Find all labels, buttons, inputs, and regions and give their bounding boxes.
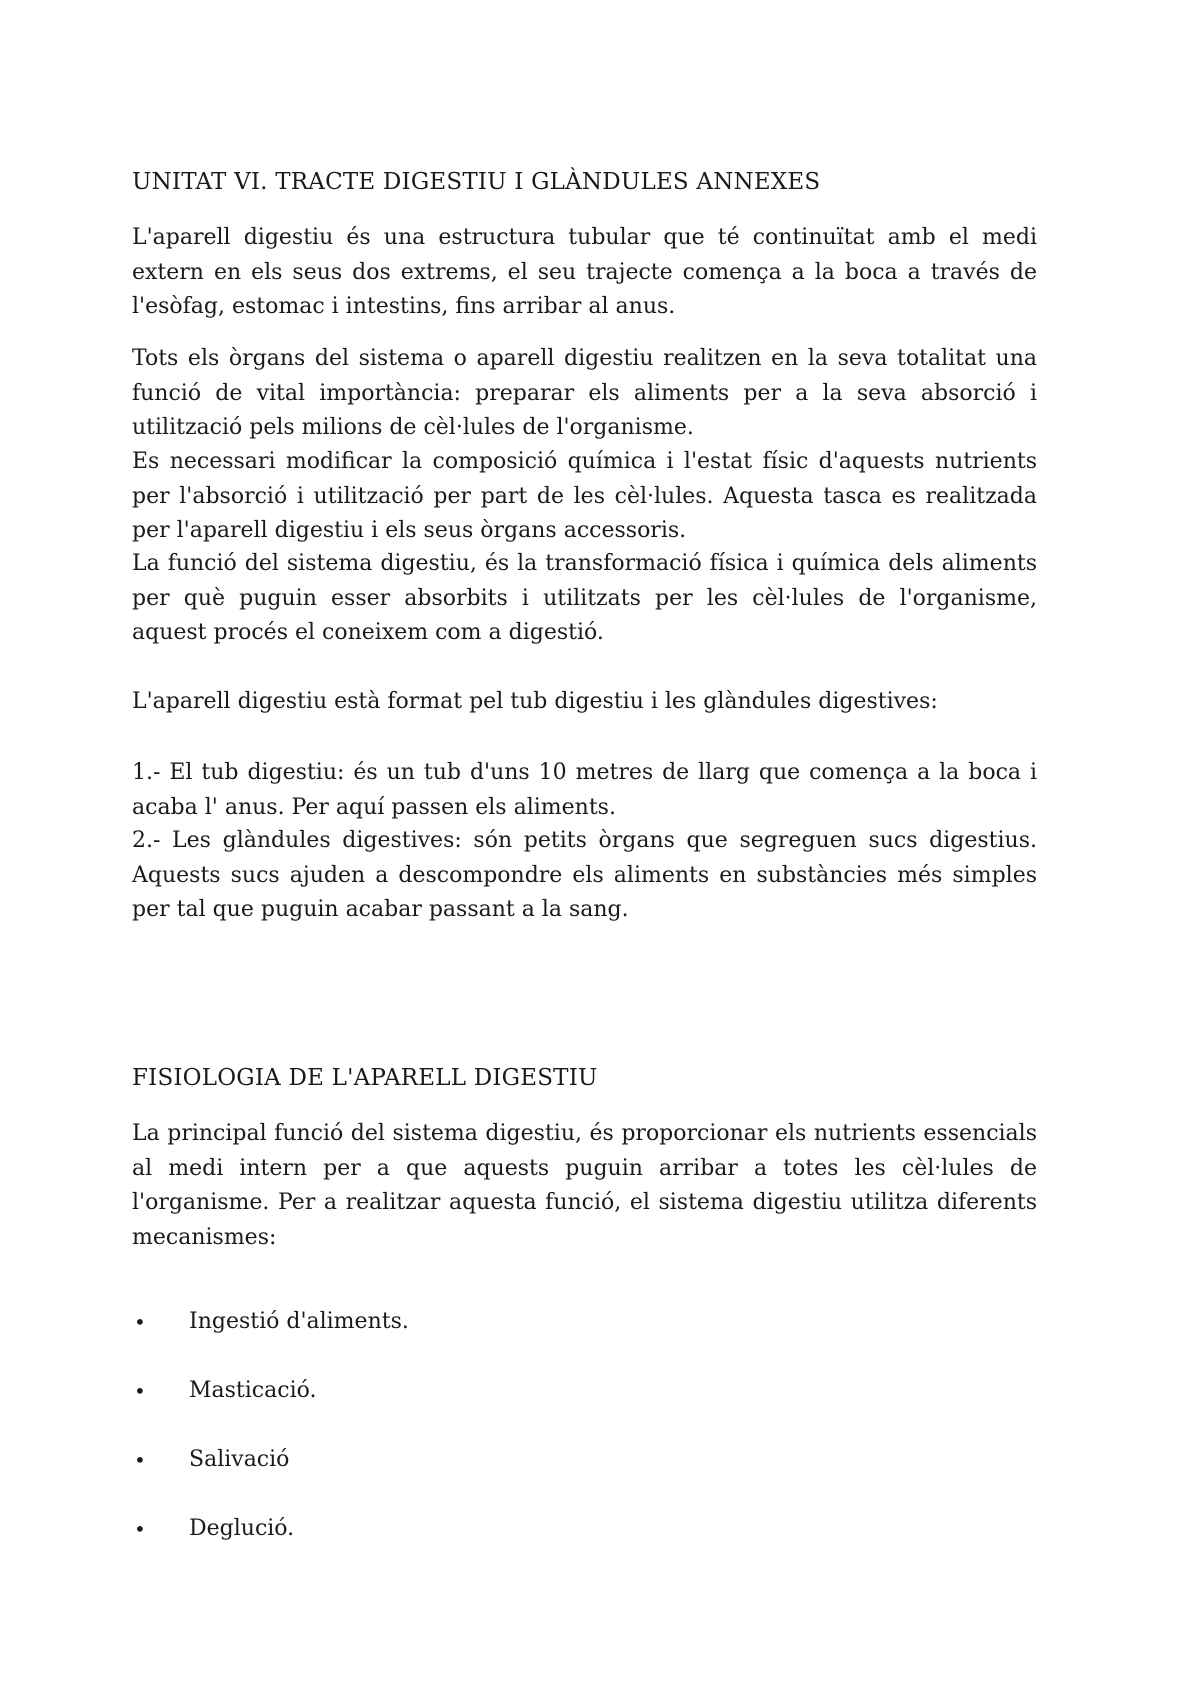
bullet-text: Salivació [189, 1447, 290, 1472]
list-item-glandules-digestives: 2.- Les glàndules digestives: són petits òrgans que segreguen sucs digestius. Aquests sucs ajuden a descompondre els aliments en substàncies més simples per tal que puguin acabar passant a la sang. [132, 828, 1037, 922]
list-item-tub-digestiu: 1.- El tub digestiu: és un tub d'uns 10 metres de llarg que comença a la boca i acaba l' anus. Per aquí passen els aliments. [132, 760, 1037, 820]
paragraph-organs-function: Tots els òrgans del sistema o aparell digestiu realitzen en la seva totalitat una funció de vital importància: preparar els aliments per a la seva absorció i utilització pels milions de cèl·lules de l'organisme. [132, 346, 1037, 440]
section-title-fisiologia: FISIOLOGIA DE L'APARELL DIGESTIU [132, 1065, 598, 1091]
bullet-icon: • [134, 1379, 146, 1403]
bullet-icon: • [134, 1310, 146, 1334]
bullet-icon: • [134, 1517, 146, 1541]
paragraph-digestion-definition: La funció del sistema digestiu, és la transformació física i química dels aliments per què puguin esser absorbits i utilitzats per les cèl·lules de l'organisme, aquest procés el coneixem com a digestió. [132, 551, 1037, 645]
paragraph-aparell-structure: L'aparell digestiu és una estructura tubular que té continuïtat amb el medi extern en els seus dos extrems, el seu trajecte comença a la boca a través de l'esòfag, estomac i intestins, fins arribar al anus. [132, 225, 1037, 319]
paragraph-parts-intro: L'aparell digestiu està format pel tub digestiu i les glàndules digestives: [132, 689, 938, 714]
paragraph-chemical-modification: Es necessari modificar la composició química i l'estat físic d'aquests nutrients per l'absorció i utilització per part de les cèl·lules. Aquesta tasca es realitzada per l'aparell digestiu i els seus òrgans accessoris. [132, 449, 1037, 543]
bullet-text: Ingestió d'aliments. [189, 1309, 409, 1334]
section-title-unitat-vi: UNITAT VI. TRACTE DIGESTIU I GLÀNDULES ANNEXES [132, 169, 821, 195]
paragraph-fisiologia: La principal funció del sistema digestiu, és proporcionar els nutrients essencials al medi intern per a que aquests puguin arribar a totes les cèl·lules de l'organisme. Per a realitzar aquesta funció, el sistema digestiu utilitza diferents mecanismes: [132, 1121, 1037, 1250]
bullet-text: Masticació. [189, 1378, 317, 1403]
bullet-icon: • [134, 1448, 146, 1472]
bullet-text: Deglució. [189, 1516, 295, 1541]
